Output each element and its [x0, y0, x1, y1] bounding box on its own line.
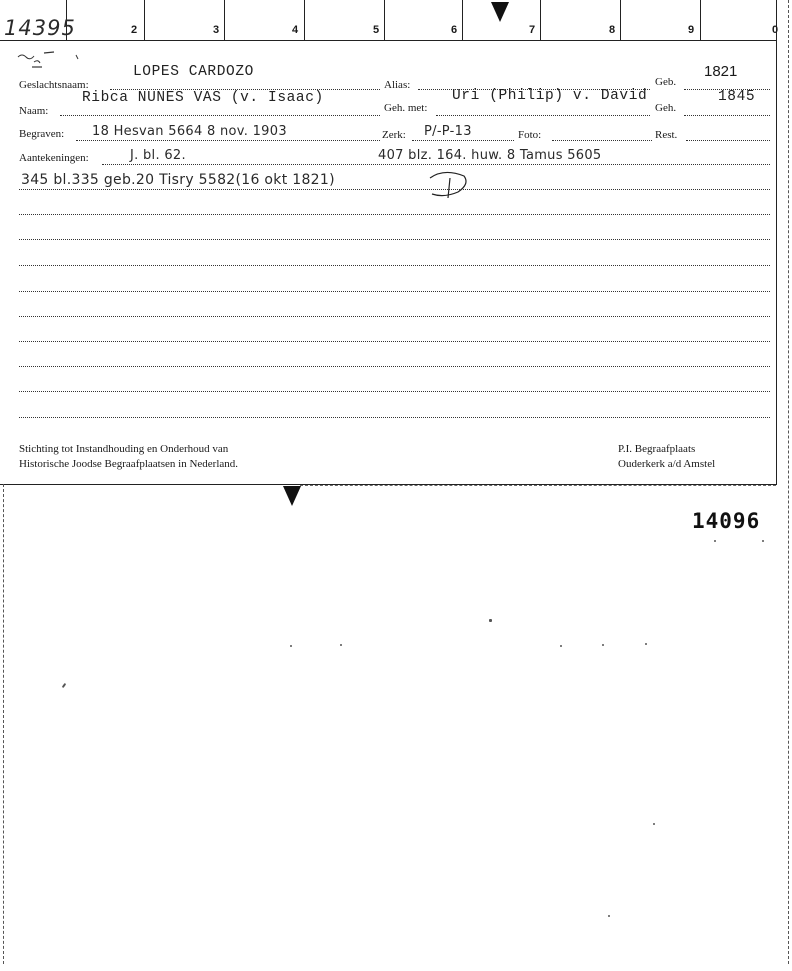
- index-card: [0, 0, 777, 485]
- notes-label: Aantekeningen:: [19, 152, 89, 164]
- notes-line-1: [102, 163, 770, 165]
- blank-line: [19, 238, 770, 240]
- married-year-value: 1845: [718, 89, 756, 105]
- scan-speck: [489, 619, 492, 622]
- scan-speck: [340, 644, 342, 646]
- org-line-2: Historische Joodse Begraafplaatsen in Nederland.: [19, 458, 239, 470]
- alias-label: Alias:: [384, 79, 411, 91]
- notes-value-1a: J. bl. 62.: [130, 148, 186, 163]
- rest-label: Rest.: [655, 129, 678, 141]
- married-line: [436, 114, 650, 116]
- notes-value-2: 345 bl.335 geb.20 Tisry 5582(16 okt 1821): [21, 172, 335, 188]
- foto-line: [552, 139, 652, 141]
- scan-speck: [714, 540, 716, 542]
- blank-line: [19, 365, 770, 367]
- card-bottom-dash: [300, 485, 776, 486]
- ruler-baseline: [0, 40, 776, 41]
- married-year-line: [684, 114, 770, 116]
- ruler-number: 4: [292, 24, 299, 36]
- blank-line: [19, 213, 770, 215]
- left-margin-line: [3, 484, 4, 964]
- zerk-label: Zerk:: [382, 129, 406, 141]
- scan-speck: [290, 645, 292, 647]
- blank-line: [19, 390, 770, 392]
- scan-speck: [602, 644, 604, 646]
- ruler-number: 6: [451, 24, 458, 36]
- scan-speck: [762, 540, 764, 542]
- ruler-number: 2: [131, 24, 138, 36]
- foto-label: Foto:: [518, 129, 542, 141]
- org-footer: [19, 442, 238, 472]
- zerk-line: [412, 139, 514, 141]
- blank-line: [19, 416, 770, 418]
- place-footer: [618, 442, 715, 472]
- blank-line: [19, 290, 770, 292]
- ruler-number: 3: [213, 24, 220, 36]
- pencil-scribble-icon: [16, 47, 96, 77]
- name-label: Naam:: [19, 105, 49, 117]
- rest-line: [686, 139, 770, 141]
- ruler-number: 5: [373, 24, 380, 36]
- born-year: 1821: [704, 63, 738, 80]
- married-value: Uri (Philip) v. David: [452, 88, 648, 104]
- ruler-number: 8: [609, 24, 616, 36]
- married-label: Geh. met:: [384, 102, 428, 114]
- card-id: 14395: [4, 16, 76, 40]
- right-margin-line: [788, 0, 789, 964]
- blank-line: [19, 315, 770, 317]
- ruler-number: 9: [688, 24, 695, 36]
- index-marker-icon: [283, 486, 301, 506]
- name-line: [60, 114, 380, 116]
- scan-speck: [645, 643, 647, 645]
- buried-line: [76, 139, 380, 141]
- scan-speck: [560, 645, 562, 647]
- surname-value: LOPES CARDOZO: [133, 64, 254, 80]
- scan-speck: [653, 823, 655, 825]
- blank-line: [19, 264, 770, 266]
- ruler-number: 0: [772, 24, 779, 36]
- buried-value: 18 Hesvan 5664 8 nov. 1903: [92, 124, 287, 139]
- place-line-2: Ouderkerk a/d Amstel: [618, 458, 716, 470]
- org-line-1: Stichting tot Instandhouding en Onderhoud van: [19, 443, 229, 455]
- index-marker-icon: [491, 2, 509, 22]
- scan-speck: [608, 915, 610, 917]
- hebrew-letter-mark-icon: [424, 168, 474, 204]
- ruler-number: 7: [529, 24, 536, 36]
- name-value: Ribca NUNES VAS (v. Isaac): [82, 90, 324, 106]
- place-line-1: P.I. Begraafplaats: [618, 443, 696, 455]
- born-label: Geb.: [655, 76, 677, 88]
- blank-line: [19, 340, 770, 342]
- scan-speck: [62, 683, 67, 688]
- notes-line-2: [19, 188, 770, 190]
- zerk-value: P/-P-13: [424, 124, 472, 139]
- married-year-label: Geh.: [655, 102, 677, 114]
- stamp-number: 14096: [692, 509, 761, 533]
- notes-value-1b: 407 blz. 164. huw. 8 Tamus 5605: [378, 148, 602, 163]
- surname-label: Geslachtsnaam:: [19, 79, 89, 91]
- buried-label: Begraven:: [19, 128, 65, 140]
- card-ruler: [0, 0, 792, 40]
